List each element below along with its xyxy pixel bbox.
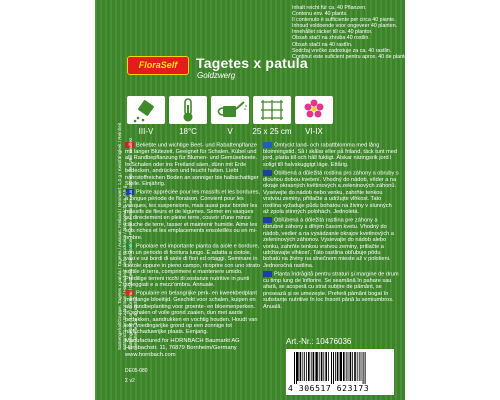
- content-note-line: Obsah stačí na zhruba 40 rostlin.: [292, 35, 370, 42]
- barcode-bar: [361, 352, 362, 381]
- content-note-line: Innehållet räcker till ca. 40 plantor.: [292, 29, 373, 36]
- manufacturer-line: www.hornbach.com: [125, 351, 176, 358]
- barcode-bar: [333, 352, 334, 384]
- description-text: Populaire en belangrijke perk- en kweekbedplant met lange bloeitijd. Geschikt voor schalen, kuipen en als randbeplanting voor groente- en bloemenperken. In schalen of volle grond zaaien, dun met aarde bedekken, aandrukken en vochtig houden. Houdt van een voedingsrijke grond op een zonnige tot halfschaduwrijke plaats. Eenjarig.: [125, 290, 258, 336]
- content-note-line: Obsah stačí na 40 rastlín.: [292, 41, 353, 48]
- description-paragraph-cz: [263, 170, 399, 215]
- watering-label: V: [227, 127, 233, 136]
- flag-se-icon: [263, 142, 272, 148]
- barcode-bar: [321, 352, 323, 381]
- description-paragraph-nl: [125, 290, 261, 335]
- content-note-line: Sodržaj vrečke zadostuje za ca. 40 rastlin.: [292, 47, 392, 54]
- watering-can-icon: [211, 96, 249, 124]
- spacing-label: 25 x 25 cm: [252, 127, 292, 136]
- content-note-line: Conținut este suficient pentru aprox. 40 de plante.: [292, 53, 409, 60]
- flowering-time-label: VI-IX: [305, 127, 323, 136]
- barcode-bar: [350, 352, 352, 381]
- barcode-bar: [346, 352, 347, 381]
- barcode-bar: [357, 352, 358, 381]
- content-note-line: Inhalt reicht für ca. 40 Pflanzen.: [292, 5, 367, 11]
- product-title: Tagetes x patula: [196, 55, 308, 71]
- barcode-bar: [315, 352, 317, 381]
- barcode-bar: [337, 352, 339, 381]
- barcode-bar: [340, 352, 342, 381]
- side-text-line: Samengehalt / Lot / Contenu / Chargenr. / Germination / Pureté conformes aux normes de l'UE / Veuillez consulter le dos du sachet: [127, 137, 139, 350]
- barcode-bar: [323, 352, 324, 381]
- side-text-line: Samengehalt/Gruppe: Tagetes x patula / Tagetes / Aussaat: Freiland / Nennwert: 1,0 g / Keimfähigkeit / Reinheit entspricht den EU-Normen / Haltbarkeit: siehe Rückseite / Nettogewicht ca. 0,5 g: [117, 122, 128, 350]
- barcode-bar: [348, 352, 349, 381]
- temperature-label: 18°C: [179, 127, 197, 136]
- ce-mark: Σ v2: [125, 378, 135, 384]
- barcode-bar: [343, 352, 345, 381]
- description-paragraph-sk: [263, 217, 399, 269]
- barcode-bar: [296, 352, 297, 384]
- description-text: Beliebte und wichtige Beet- und Rabattenpflanze mit langer Blütezeit. Geeignet für Schalen, Kübel und als Randbepflanzung für Blumen- und Gemüsebeete. In Schalen oder ins Freiland säen, dünn mit Erde bedecken, andrücken und feucht halten. Liebt nährstoffreichen Boden an sonniger bis halbschattiger Stelle. Einjährig.: [125, 142, 259, 187]
- barcode-bars: [292, 352, 388, 384]
- barcode-bar: [300, 352, 302, 381]
- temperature-icon: [169, 96, 207, 124]
- product-variety: Goldzwerg: [197, 71, 236, 80]
- description-paragraph-de: [125, 142, 261, 187]
- description-right-column: [263, 142, 399, 334]
- flag-cz-icon: [263, 170, 272, 176]
- barcode-bar: [304, 352, 305, 381]
- barcode-bar: [335, 352, 336, 381]
- barcode-bar: [359, 352, 360, 381]
- manufacturer-line: Manufactured for HORNBACH Baumarkt AG: [125, 338, 240, 344]
- barcode: [286, 349, 394, 395]
- description-text: Plante appréciée pour les massifs et les bordures, à longue période de floraison. Convient pour les vasques, les suspensions, mais aussi pour border les massifs de fleurs et de légumes. Semer en vasques ou directement en pleine terre, couvrir d'une mince couche de terre, tasser et maintenir humide. Aime les sols riches et les emplacements ensoleillés ou en mi-ombre.: [125, 189, 261, 241]
- description-text: Planta îndrăgită pentru straturi și margine de drum cu timp lung de înflorire. Se seamănă în pahare sau afară, se acoperă cu strat subțire de pământ, se presează și se umezește. Preferă pământ bogat în substanțe nutritive în loc însorit până la semiumbros. Anuală.: [263, 271, 399, 310]
- barcode-bar: [308, 352, 310, 381]
- barcode-bar: [294, 352, 295, 384]
- description-paragraph-se: [263, 142, 399, 168]
- content-note-line: Contenu env. 40 plants.: [292, 11, 348, 18]
- flag-sk-icon: [263, 217, 272, 223]
- description-left-column: [125, 142, 261, 334]
- packet-code: DE05-080: [125, 368, 148, 374]
- barcode-bar: [319, 352, 320, 381]
- barcode-bar: [328, 352, 329, 381]
- spacing-grid-icon: [253, 96, 291, 124]
- barcode-bar: [297, 352, 299, 381]
- barcode-bar: [331, 352, 332, 384]
- barcode-bar: [352, 352, 353, 381]
- flower-icon: [295, 96, 333, 124]
- barcode-bar: [302, 352, 303, 381]
- description-paragraph-fr: [125, 189, 261, 241]
- content-note-line: Il contenuto è sufficiente per circa 40 piante.: [292, 17, 396, 24]
- barcode-bar: [363, 352, 364, 384]
- description-text: Oblíbená a důležitá rostlina pro záhony a obruby s dlouhou dobou kvetení. Vhodný do nádob, věder a na okraje okrasných květinových a zeleninových záhonů. Vysévejte do nádob nebo venku, zahrňte tenkou vrstvou zeminy, přitlačte a udržujte vlhkost. Tato rostlina vyžaduje půdu bohatou na živiny v slunných až zpola stinných polohách. Jednoletá.: [263, 170, 399, 216]
- description-text: Omtyckt land- och rabattblomma med lång blomningstid. Så i skålar eller på friland, täck tunt med jord, platta till och håll fuktigt. Älskar näringsrik jord i soligt till halvskuggigt läge. Ettårig.: [263, 142, 398, 168]
- manufacturer-line: Hornbachstr. 11, 76879 Bornheim/Germany: [125, 344, 237, 351]
- flag-si-icon: [263, 271, 272, 277]
- sowing-time-label: III-V: [138, 127, 154, 136]
- brand-logo: FloraSelf: [127, 56, 189, 75]
- barcode-bar: [365, 352, 366, 384]
- description-text: Popolare ed importante pianta da aiole e bordure, con un periodo di fioritura lungo. È adatta a ciotole, vasi e sui bordi di aiole di fiori ed ortaggi. Seminare in ciotole oppure in pieno campo, ricoprire con uno strato sottile di terra, comprimere e mantenere umido. Predilige terreni ricchi di sostanze nutritive in punti soleggiati e a mezz'ombra. Annuale.: [125, 243, 260, 288]
- barcode-digits: 4 306517 623173: [288, 384, 370, 393]
- article-number: Art.-Nr.: 10476036: [286, 337, 352, 346]
- description-paragraph-it: [125, 243, 261, 288]
- description-text: Obľúbená a dôležitá rastlina pre záhony a obrubné záhony s dlhým časom kvetu. Vhodný do nádob, vedier a na vysádzanie okrajov kvetinových a zeleninových záhonov. Vysievajte do nádob alebo vonku, zahrňte tenkou vrstvou zeminy, pritlačte a udržiavajte vlhkosť. Táto rastlina obľubuje pôdu bohatú na živiny na slnečnom mieste až v polotieni. Jednoročná rastlina.: [263, 217, 394, 269]
- content-notes: [292, 5, 462, 60]
- barcode-bar: [325, 352, 327, 381]
- barcode-bar: [311, 352, 312, 381]
- manufacturer-info: [125, 338, 240, 358]
- barcode-bar: [354, 352, 356, 381]
- barcode-bar: [313, 352, 315, 381]
- description-paragraph-si: [263, 271, 399, 310]
- side-legal-text: [103, 120, 139, 350]
- barcode-bar: [306, 352, 307, 381]
- content-note-line: Inhoud voldoende voor ongeveer 40 planten.: [292, 23, 398, 30]
